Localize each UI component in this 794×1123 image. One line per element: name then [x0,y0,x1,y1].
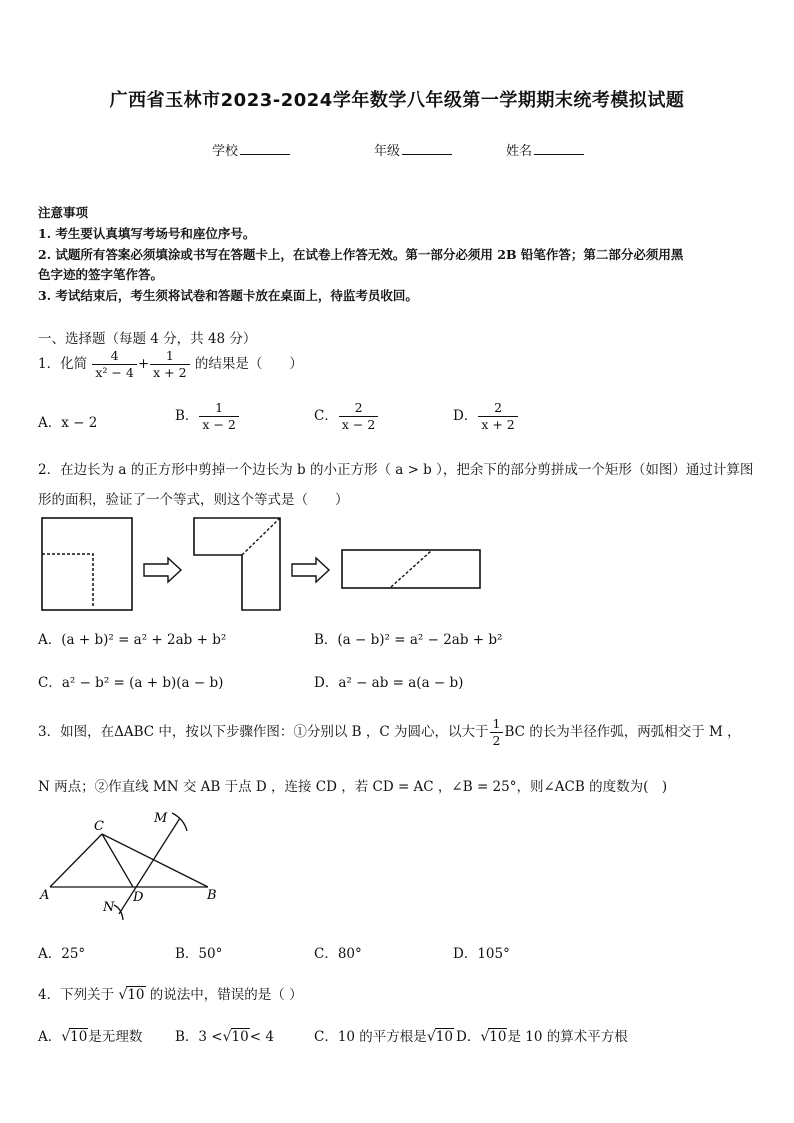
q3-label-b: B [207,888,217,903]
grade-blank[interactable] [402,142,452,155]
q4-a-radicand: 10 [70,1029,88,1045]
q1-d-label: D． [453,408,478,424]
q4-radicand: 10 [127,987,145,1003]
note-item-2: 2. 试题所有答案必须填涂或书写在答题卡上，在试卷上作答无效。第一部分必须用 2B 铅笔作答；第二部分必须用黑 [38,247,684,262]
q1-option-c[interactable] [314,400,379,433]
q1-fraction-2 [150,348,189,381]
q4-c-radicand: 10 [435,1029,453,1045]
page-title: 广西省玉林市2023-2024学年数学八年级第一学期期末统考模拟试题 [109,90,685,111]
q2-option-d[interactable]: D．a² − ab = a(a − b) [314,675,464,691]
grade-label: 年级 [374,144,401,159]
grade-field [374,140,452,159]
q1-f2-numerator: 1 [150,348,189,365]
q2-figure [40,514,490,614]
q4-suffix: 的说法中，错误的是（ ） [149,987,303,1003]
q3-option-c[interactable]: C．80° [314,946,362,962]
q4-b-label: B．3 < [175,1029,223,1045]
q2-arrow-1 [144,558,181,582]
q2-option-c[interactable]: C．a² − b² = (a + b)(a − b) [38,675,224,691]
q3-figure [34,805,234,925]
school-blank[interactable] [240,142,290,155]
q3-label-m: M [154,811,168,826]
q1-d-den: x + 2 [481,417,515,432]
q4-d-text: 是 10 的算术平方根 [507,1029,628,1045]
q4-prefix: 4．下列关于 [38,987,115,1003]
q2-line-1: 2．在边长为 a 的正方形中剪掉一个边长为 b 的小正方形（ a > b ），把余下的部分剪拼成一个矩形（如图）通过计算图 [38,462,754,478]
q2-l-shape [194,518,280,610]
notes-heading: 注意事项 [38,205,89,220]
q4-b-text: < 4 [249,1029,274,1045]
q1-option-b[interactable] [175,400,240,433]
q1-suffix: 的结果是（ ） [194,356,303,372]
q1-fraction-1 [92,348,136,381]
q3-label-d: D [133,890,144,905]
school-label: 学校 [212,144,239,159]
q4-option-d[interactable] [456,1025,628,1045]
q3-option-a[interactable]: A．25° [38,946,86,962]
q2-option-a[interactable]: A．(a + b)² = a² + 2ab + b² [38,632,227,648]
sqrt-sign: √ [61,1029,71,1045]
q4-option-a[interactable] [38,1025,142,1045]
q3-frac-den: 2 [492,733,501,748]
q3-line-2: N 两点；②作直线 MN 交 AB 于点 D ，连接 CD ，若 CD = AC ，∠B = 25°，则∠ACB 的度数为( ) [38,779,668,795]
q3-line-1 [38,716,741,749]
note-item-1: 1. 考生要认真填写考场号和座位序号。 [38,226,256,241]
q2-line-2: 形的面积，验证了一个等式，则这个等式是（ ） [38,492,349,508]
q1-f1-numerator: 4 [92,348,136,365]
q1-prefix: 1．化简 [38,356,88,372]
q4-d-label: D． [456,1029,481,1045]
school-field [212,140,290,159]
q3-line-1-a: 3．如图，在ΔABC 中，按以下步骤作图：①分别以 B ，C 为圆心，以大于 [38,724,489,740]
q3-option-b[interactable]: B．50° [175,946,223,962]
q4-d-radicand: 10 [489,1029,507,1045]
question-1 [38,348,303,381]
sqrt-sign: √ [118,987,128,1003]
name-field [506,140,584,159]
name-label: 姓名 [506,144,533,159]
q1-plus: + [137,356,150,372]
q4-option-b[interactable] [175,1025,274,1045]
q1-f1-denominator: x² − 4 [95,365,134,380]
q4-a-label: A． [38,1029,62,1045]
note-item-3: 3. 考试结束后，考生须将试卷和答题卡放在桌面上，待监考员收回。 [38,288,418,303]
q1-c-label: C． [314,408,338,424]
sqrt-sign: √ [480,1029,490,1045]
q1-b-label: B． [175,408,199,424]
sqrt-sign: √ [426,1029,436,1045]
q1-f2-denominator: x + 2 [153,365,187,380]
q4-b-radicand: 10 [231,1029,249,1045]
q2-option-b[interactable]: B．(a − b)² = a² − 2ab + b² [314,632,503,648]
q1-option-d[interactable] [453,400,519,433]
q4-c-label: C．10 的平方根是 [314,1029,427,1045]
q1-option-a[interactable]: A．x − 2 [38,415,98,431]
section-heading: 一、选择题（每题 4 分，共 48 分） [38,331,257,347]
q4-stem [38,983,303,1003]
q3-option-d[interactable]: D．105° [453,946,510,962]
q3-label-a: A [40,888,50,903]
q1-b-den: x − 2 [202,417,236,432]
q1-d-num: 2 [478,400,517,417]
q1-c-den: x − 2 [341,417,376,432]
q2-rectangle [342,550,480,588]
q3-label-c: C [94,819,104,834]
q3-triangle [50,813,208,920]
q3-line-1-b: BC 的长为半径作弧，两弧相交于 M ， [504,724,741,740]
q1-c-num: 2 [339,400,378,417]
q4-a-text: 是无理数 [88,1029,143,1045]
sqrt-sign: √ [222,1029,232,1045]
q2-arrow-2 [292,558,329,582]
q2-square-with-cut [42,518,132,610]
note-item-2-cont: 色字迹的签字笔作答。 [38,267,164,282]
q3-label-n: N [103,900,115,915]
name-blank[interactable] [534,142,584,155]
q4-option-c[interactable] [314,1025,454,1045]
q1-b-num: 1 [199,400,238,417]
q3-frac-num: 1 [490,716,504,733]
